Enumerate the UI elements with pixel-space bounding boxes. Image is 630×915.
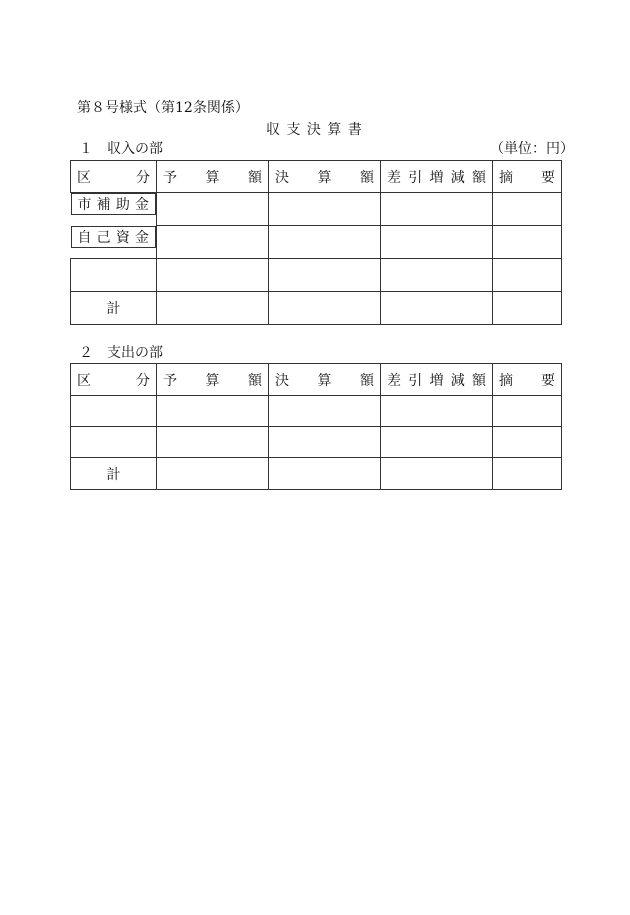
header-category-text: 区 分 bbox=[77, 169, 150, 186]
row-label: 自 己 資 金 bbox=[71, 226, 157, 248]
remarks-cell bbox=[493, 292, 562, 325]
settlement-cell bbox=[269, 396, 381, 427]
header-difference bbox=[381, 161, 493, 193]
header-settlement-text: 決 算 額 bbox=[275, 169, 374, 186]
document-title: 収 支 決 算 書 bbox=[266, 122, 363, 138]
header-category bbox=[71, 364, 157, 396]
difference-cell bbox=[381, 226, 493, 259]
header-remarks bbox=[493, 364, 562, 396]
difference-cell bbox=[381, 259, 493, 292]
header-settlement-text: 決 算 額 bbox=[275, 372, 374, 389]
total-label: 計 bbox=[71, 292, 157, 325]
header-difference bbox=[381, 364, 493, 396]
income-header-row bbox=[71, 161, 562, 193]
unit-note: （単位：円） bbox=[490, 141, 574, 157]
remarks-cell bbox=[493, 458, 562, 490]
expense-header-row bbox=[71, 364, 562, 396]
income-section-title: １ 収入の部 bbox=[79, 141, 163, 157]
table-row bbox=[71, 226, 562, 259]
header-budget-text: 予 算 額 bbox=[163, 169, 262, 186]
difference-cell bbox=[381, 396, 493, 427]
header-category-text: 区 分 bbox=[77, 372, 150, 389]
header-settlement bbox=[269, 161, 381, 193]
form-label: 第８号様式（第12条関係） bbox=[77, 100, 249, 116]
header-remarks-text: 摘 要 bbox=[499, 372, 555, 389]
total-row bbox=[71, 458, 562, 490]
settlement-cell bbox=[269, 292, 381, 325]
difference-cell bbox=[381, 427, 493, 458]
difference-cell bbox=[381, 193, 493, 226]
budget-cell bbox=[157, 458, 269, 490]
total-label: 計 bbox=[71, 458, 157, 490]
row-label bbox=[71, 259, 157, 292]
row-label: 市 補 助 金 bbox=[71, 193, 157, 215]
header-difference-text: 差 引 増 減 額 bbox=[387, 372, 486, 389]
remarks-cell bbox=[493, 193, 562, 226]
header-budget bbox=[157, 161, 269, 193]
budget-cell bbox=[157, 193, 269, 226]
table-row bbox=[71, 193, 562, 226]
difference-cell bbox=[381, 458, 493, 490]
remarks-cell bbox=[493, 226, 562, 259]
settlement-cell bbox=[269, 226, 381, 259]
settlement-cell bbox=[269, 458, 381, 490]
table-row bbox=[71, 396, 562, 427]
budget-cell bbox=[157, 259, 269, 292]
header-difference-text: 差 引 増 減 額 bbox=[387, 169, 486, 186]
header-remarks bbox=[493, 161, 562, 193]
settlement-cell bbox=[269, 193, 381, 226]
header-budget bbox=[157, 364, 269, 396]
remarks-cell bbox=[493, 396, 562, 427]
total-row bbox=[71, 292, 562, 325]
expense-section-title: ２ 支出の部 bbox=[79, 345, 163, 361]
settlement-cell bbox=[269, 259, 381, 292]
remarks-cell bbox=[493, 259, 562, 292]
header-budget-text: 予 算 額 bbox=[163, 372, 262, 389]
budget-cell bbox=[157, 226, 269, 259]
header-remarks-text: 摘 要 bbox=[499, 169, 555, 186]
expense-table bbox=[70, 363, 562, 490]
difference-cell bbox=[381, 292, 493, 325]
budget-cell bbox=[157, 396, 269, 427]
income-table bbox=[70, 160, 562, 325]
budget-cell bbox=[157, 427, 269, 458]
remarks-cell bbox=[493, 427, 562, 458]
row-label bbox=[71, 427, 157, 458]
table-row bbox=[71, 259, 562, 292]
header-category bbox=[71, 161, 157, 193]
row-label bbox=[71, 396, 157, 427]
budget-cell bbox=[157, 292, 269, 325]
table-row bbox=[71, 427, 562, 458]
settlement-cell bbox=[269, 427, 381, 458]
header-settlement bbox=[269, 364, 381, 396]
